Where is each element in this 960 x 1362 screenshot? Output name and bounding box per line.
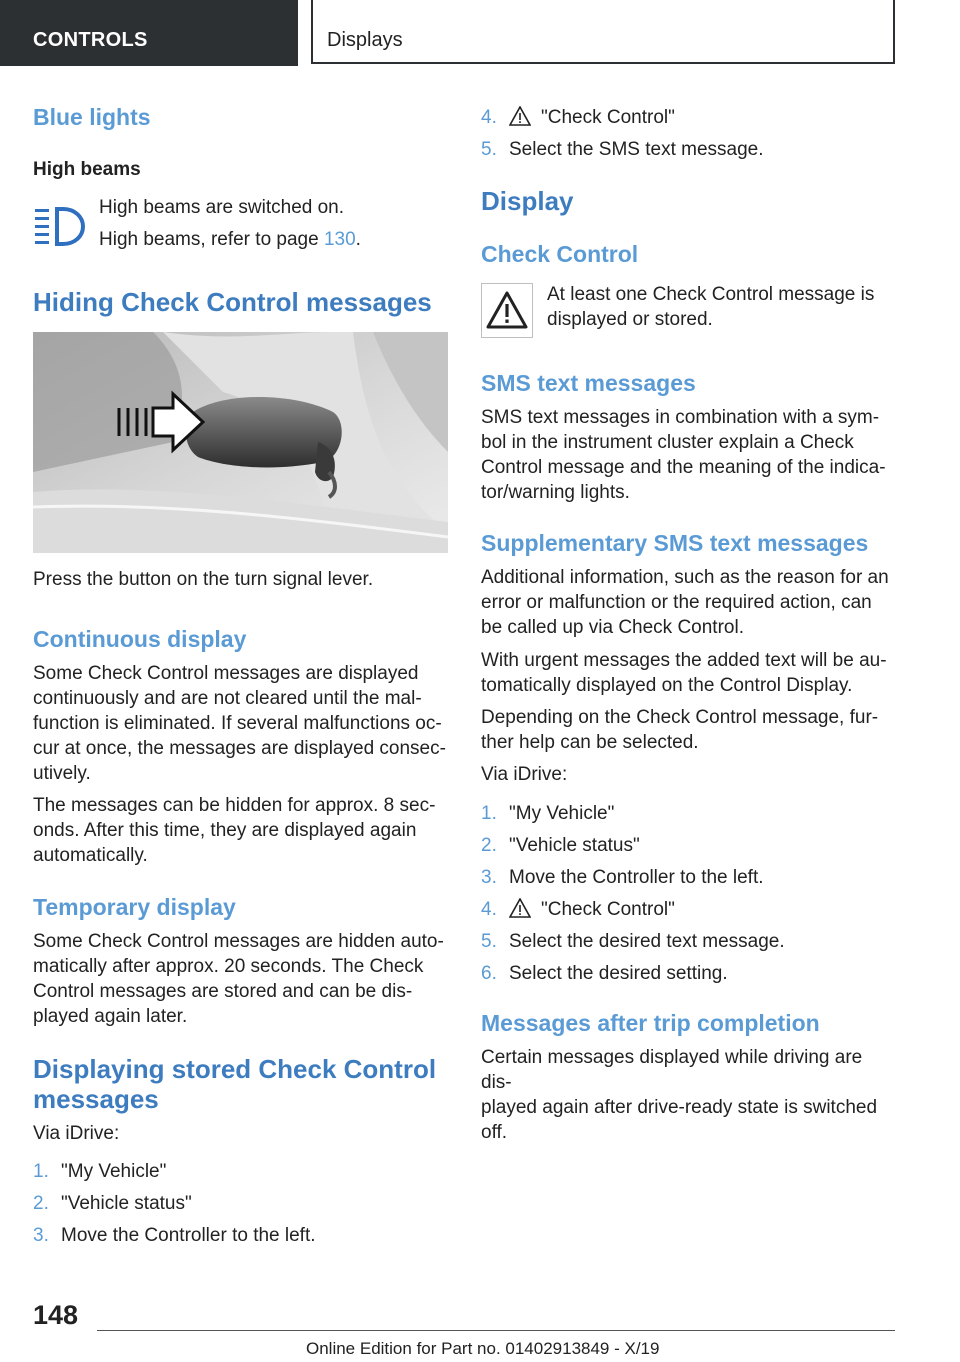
urgent-para: With urgent messages the added text will be au‐ tomatically displayed on the Control Display. — [481, 650, 887, 696]
warning-triangle-icon — [509, 898, 531, 918]
list-item: 4. "Check Control" — [481, 899, 675, 920]
warning-triangle-icon — [482, 284, 532, 337]
high-beam-indicator-icon — [33, 207, 85, 247]
stored-messages-heading: Displaying stored Check Control messages — [33, 1054, 437, 1114]
page-number: 148 — [33, 1300, 79, 1330]
list-item: 5. Select the SMS text message. — [481, 139, 764, 160]
check-control-desc: At least one Check Control message is displayed or stored. — [547, 284, 875, 330]
list-item: 1. "My Vehicle" — [481, 803, 615, 824]
turn-signal-lever-photo — [33, 332, 448, 553]
sms-heading: SMS text messages — [481, 370, 696, 396]
continuous-display-heading: Continuous display — [33, 626, 247, 652]
continuous-display-para: Some Check Control messages are displayed continuously and are not cleared until the mal‐ function is eliminated. If several malfunctions oc‐ cur at once, the messages are displayed consec‐ utively. — [33, 663, 446, 784]
footer-divider — [97, 1330, 895, 1331]
list-item: 5. Select the desired text message. — [481, 931, 785, 952]
warning-triangle-icon — [509, 106, 531, 126]
trip-completion-heading: Messages after trip completion — [481, 1010, 820, 1036]
depending-para: Depending on the Check Control message, fur‐ ther help can be selected. — [481, 707, 879, 753]
list-item: 4. "Check Control" — [481, 107, 675, 128]
check-control-heading: Check Control — [481, 241, 639, 267]
sms-steps-continued — [481, 105, 896, 169]
sms-para: SMS text messages in combination with a sym‐ bol in the instrument cluster explain a Check Control message and the meaning of the indica‐ tor/warning lights. — [481, 407, 886, 503]
high-beams-heading: High beams — [33, 159, 141, 180]
trip-completion-para: Certain messages displayed while driving are dis‐ played again after drive-ready state is switched off. — [481, 1047, 878, 1143]
section-title: CONTROLS — [33, 29, 148, 51]
list-item: 2. "Vehicle status" — [33, 1193, 192, 1214]
list-item: 1. "My Vehicle" — [33, 1161, 167, 1182]
chapter-tab — [311, 0, 895, 64]
supplementary-steps — [481, 801, 896, 993]
display-heading: Display — [481, 186, 574, 216]
list-item: 6. Select the desired setting. — [481, 963, 728, 984]
via-idrive-label: Via iDrive: — [481, 764, 568, 785]
list-item: 3. Move the Controller to the left. — [33, 1225, 316, 1246]
supplementary-sms-heading: Supplementary SMS text messages — [481, 530, 869, 556]
press-button-text: Press the button on the turn signal lever. — [33, 569, 374, 590]
via-idrive-label: Via iDrive: — [33, 1123, 120, 1144]
stored-messages-steps — [33, 1159, 448, 1255]
list-item: 3. Move the Controller to the left. — [481, 867, 764, 888]
high-beams-on-text: High beams are switched on. — [99, 197, 345, 218]
chapter-title: Displays — [327, 29, 403, 51]
supplementary-para: Additional information, such as the reason for an error or malfunction or the required action, can be called up via Check Control. — [481, 567, 889, 638]
blue-lights-heading: Blue lights — [33, 104, 151, 130]
section-tab — [0, 0, 298, 66]
list-item: 2. "Vehicle status" — [481, 835, 640, 856]
hiding-messages-heading: Hiding Check Control messages — [33, 287, 432, 317]
check-control-symbol — [481, 283, 533, 338]
high-beams-ref-text: High beams, refer to page 130. — [99, 229, 361, 250]
temporary-display-para: Some Check Control messages are hidden auto‐ matically after approx. 20 seconds. The Check Control messages are stored and can be dis‐ played again later. — [33, 931, 444, 1027]
hidden-messages-para: The messages can be hidden for approx. 8 sec‐ onds. After this time, they are displayed again automatically. — [33, 795, 436, 866]
edition-note: Online Edition for Part no. 01402913849 - X/19 — [306, 1339, 660, 1358]
page-130-link[interactable]: 130 — [323, 229, 356, 250]
temporary-display-heading: Temporary display — [33, 894, 236, 920]
